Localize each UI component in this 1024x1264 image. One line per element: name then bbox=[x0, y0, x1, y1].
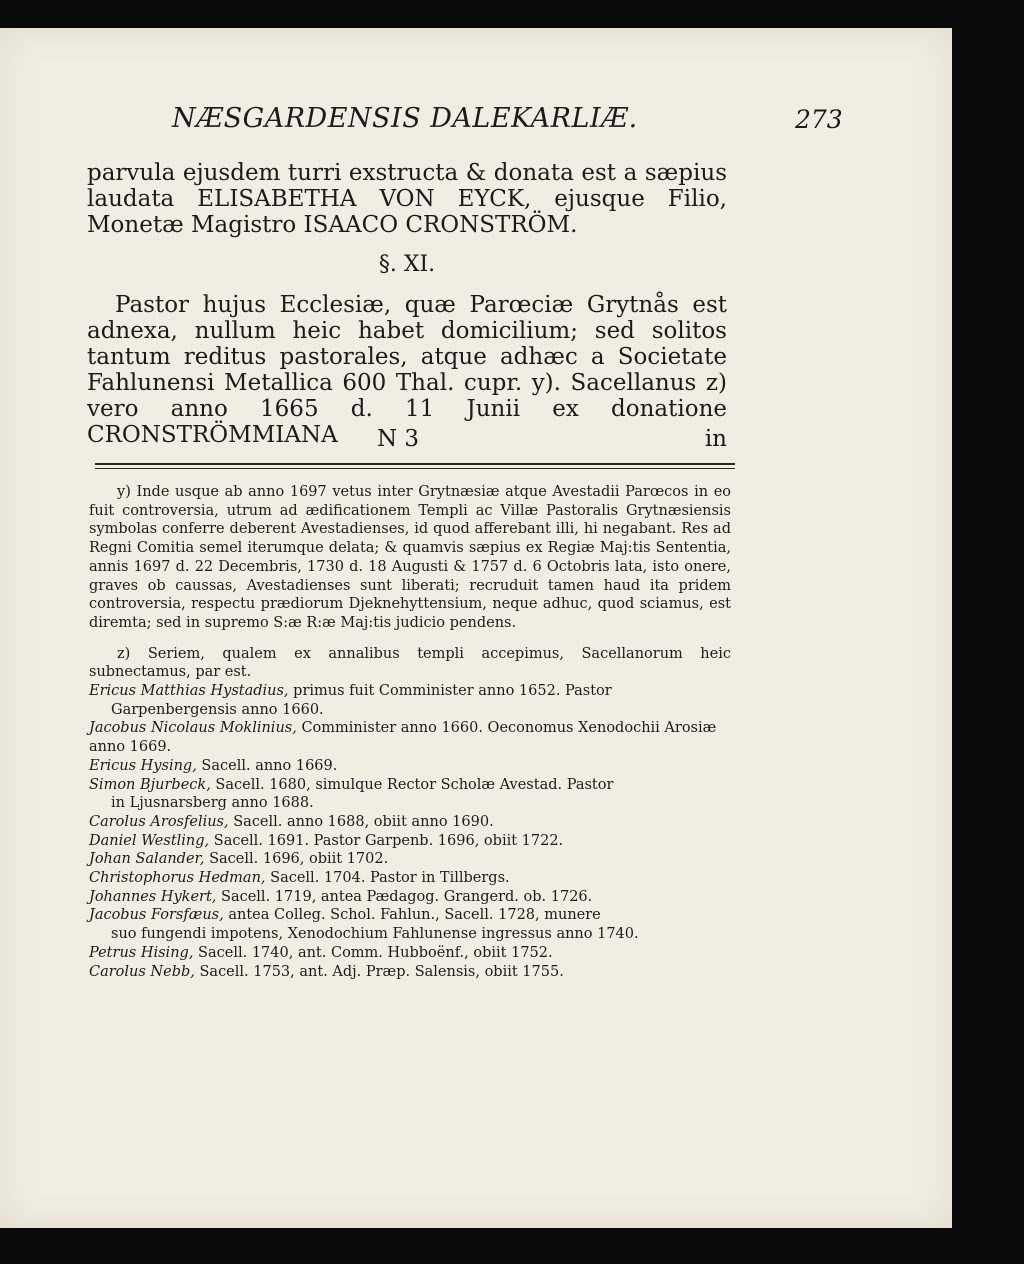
chaplain-list bbox=[89, 682, 731, 981]
list-item: Petrus Hising, Sacell. 1740, ant. Comm. Hubboënf., obiit 1752. bbox=[89, 944, 553, 961]
book-page bbox=[0, 28, 952, 1228]
running-title: NÆSGARDENSIS DALEKARLIÆ. bbox=[172, 103, 638, 134]
list-item: Carolus Nebb, Sacell. 1753, ant. Adj. Præp. Salensis, obiit 1755. bbox=[89, 963, 564, 980]
list-item: Carolus Arosfelius, Sacell. anno 1688, obiit anno 1690. bbox=[89, 813, 494, 830]
list-item: Ericus Matthias Hystadius, primus fuit Comminister anno 1652. Pastor Garpenbergensis anno 1660. bbox=[89, 683, 612, 718]
list-item: Simon Bjurbeck, Sacell. 1680, simulque Rector Scholæ Avestad. Pastor in Ljusnarsberg anno 1688. bbox=[89, 776, 614, 812]
signature-mark: N 3 bbox=[377, 426, 420, 452]
paragraph-1: parvula ejusdem turri exstructa & donata est a sæpius laudata ELISABETHA VON EYCK, ejusque Filio, Monetæ Magistro ISAACO CRONSTRÖM. bbox=[87, 160, 727, 238]
list-item: Jacobus Nicolaus Moklinius, Comminister anno 1660. Oeconomus Xenodochii Arosiæ anno 1669. bbox=[89, 720, 717, 756]
running-header bbox=[0, 103, 952, 143]
list-item: Ericus Hysing, Sacell. anno 1669. bbox=[89, 757, 338, 774]
page-number: 273 bbox=[795, 105, 843, 134]
list-item: Jacobus Forsfæus, antea Colleg. Schol. Fahlun., Sacell. 1728, munere suo fungendi impotens, Xenodochium Fahlunense ingressus anno 1740. bbox=[89, 907, 639, 943]
main-text bbox=[87, 160, 727, 448]
section-heading: §. XI. bbox=[378, 252, 436, 277]
list-item: Johan Salander, Sacell. 1696, obiit 1702. bbox=[89, 851, 389, 868]
list-item: Johannes Hykert, Sacell. 1719, antea Pædagog. Grangerd. ob. 1726. bbox=[89, 888, 593, 905]
footnote-y: y) Inde usque ab anno 1697 vetus inter Grytnæsiæ atque Avestadii Parœcos in eo fuit controversia, utrum ad ædificationem Templi ac Villæ Pastoralis Grytnæsiensis symbolas conferre deberent Avestadienses, id quod afferebant illi, hi negabant. Res ad Regni Comitia semel iterumque delata; & quamvis sæpius ex Regiæ Maj:tis Sententia, annis 1697 d. 22 Decembris, 1730 d. 18 Augusti & 1757 d. 6 Octobris lata, isto onere, graves ob caussas, Avestadienses sunt liberati; recruduit tamen haud ita pridem controversia, respectu prædiorum Djeknehyttensium, neque adhuc, quod sciamus, est diremta; sed in supremo S:æ R:æ Maj:tis judicio pendens. bbox=[89, 484, 731, 631]
catchword: in bbox=[704, 426, 727, 452]
footnotes bbox=[89, 483, 731, 981]
footnote-rule-thin bbox=[95, 468, 735, 469]
paragraph-2: Pastor hujus Ecclesiæ, quæ Parœciæ Grytnås est adnexa, nullum heic habet domicilium; sed solitos tantum reditus pastorales, atque adhæc a Societate Fahlunensi Metallica 600 Thal. cupr. y). Sacellanus z) vero anno 1665 d. 11 Junii ex donatione CRONSTRÖMMIANA bbox=[87, 292, 727, 448]
footnote-rule bbox=[95, 463, 735, 465]
list-item: Christophorus Hedman, Sacell. 1704. Pastor in Tillbergs. bbox=[89, 870, 510, 887]
list-item: Daniel Westling, Sacell. 1691. Pastor Garpenb. 1696, obiit 1722. bbox=[89, 832, 564, 849]
footnote-z-intro: z) Seriem, qualem ex annalibus templi accepimus, Sacellanorum heic subnectamus, par est. bbox=[89, 645, 731, 681]
